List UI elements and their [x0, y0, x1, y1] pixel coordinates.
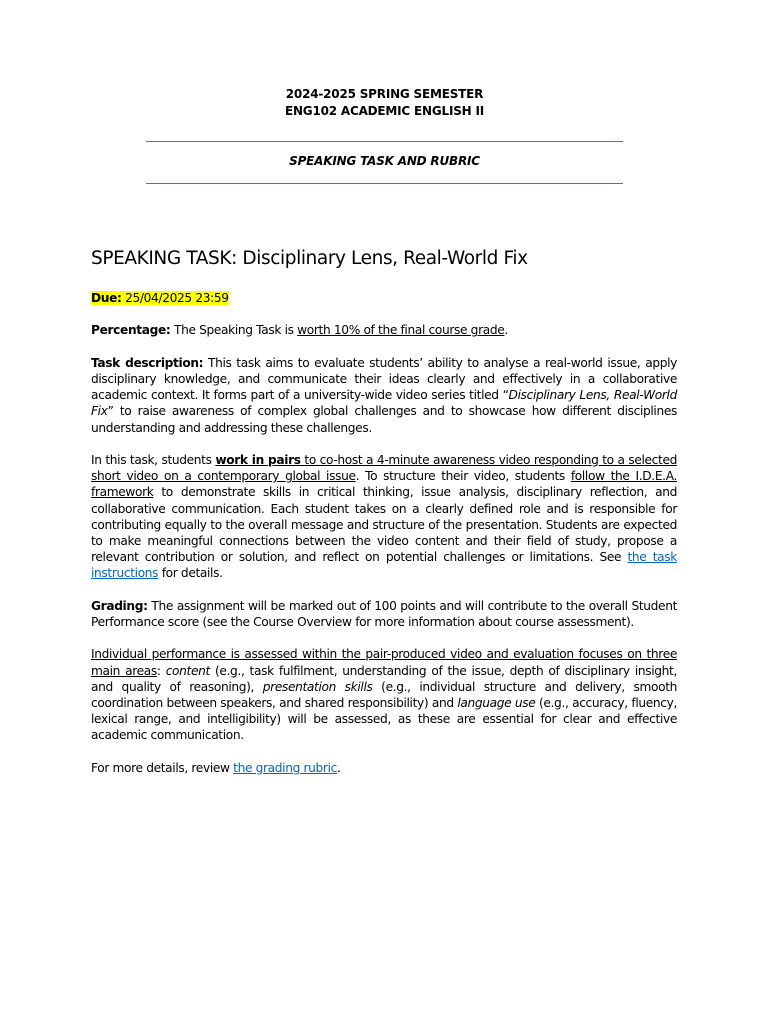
course-line: ENG102 ACADEMIC ENGLISH II	[284, 104, 485, 118]
header-subtitle: SPEAKING TASK AND RUBRIC	[289, 154, 480, 168]
instructions-text-4: for details.	[158, 566, 223, 581]
area-presentation-skills: presentation skills	[262, 679, 373, 694]
series-title: Disciplinary Lens, Real-World Fix	[91, 388, 677, 419]
area-content: content	[165, 663, 210, 678]
header-rule-bottom	[146, 183, 623, 184]
performance-text-3: (e.g., individual structure and delivery, smooth coordination between speakers, and shared responsibility) and	[91, 679, 677, 710]
document-header	[146, 86, 623, 120]
percentage-label: Percentage:	[91, 323, 171, 338]
instructions-text-1: In this task, students	[91, 452, 216, 467]
area-language-use: language use	[457, 696, 536, 710]
due-date	[91, 290, 677, 306]
task-description-text: This task aims to evaluate students’ ability to analyse a real-world issue, apply disciplinary knowledge, and communicate their ideas clearly and effectively in a collaborative academic context. It forms part of a university-wide video series titled “	[91, 355, 677, 403]
percentage-value: worth 10% of the final course grade	[297, 323, 505, 338]
task-instructions-link[interactable]: the task instructions	[91, 550, 677, 581]
due-highlight	[91, 291, 229, 305]
more-details-paragraph	[91, 760, 677, 776]
performance-text-1: :	[156, 663, 166, 678]
grading-label: Grading:	[91, 598, 148, 613]
due-value: 25/04/2025 23:59	[121, 291, 229, 305]
percentage-text: The Speaking Task is	[170, 323, 298, 338]
percentage-paragraph	[91, 322, 677, 338]
grading-rubric-link[interactable]: the grading rubric	[233, 760, 337, 775]
performance-text-4: (e.g., accuracy, fluency, lexical range, and intelligibility) will be assessed, as these are essential for clear and effective academic communication.	[91, 696, 677, 743]
work-in-pairs: work in pairs	[215, 452, 301, 467]
instructions-text-2: . To structure their video, students	[355, 469, 571, 484]
document-body	[91, 246, 677, 792]
instructions-text-3: to demonstrate skills in critical thinking, issue analysis, disciplinary reflection, and collaborative communication. Each student takes on a clearly defined role and is responsible for contributing equally to the overall message and structure of the presentation. Students are expected to make meaningful connections between the video content and their field of study, propose a relevant contribution or solution, and reflect on potential challenges or limitations. See	[91, 485, 677, 565]
task-description-end: ” to raise awareness of complex global challenges and to showcase how different disciplines understanding and addressing these challenges.	[91, 404, 677, 435]
percentage-end: .	[504, 323, 508, 338]
grading-paragraph	[91, 598, 677, 630]
instructions-paragraph	[91, 452, 677, 582]
task-description-paragraph	[91, 355, 677, 436]
semester-line: 2024-2025 SPRING SEMESTER	[285, 87, 484, 101]
header-rule-top	[146, 141, 623, 142]
task-description-label: Task description:	[91, 355, 204, 370]
more-details-end: .	[336, 760, 341, 775]
more-details-text: For more details, review	[91, 760, 234, 775]
performance-paragraph	[91, 646, 677, 743]
idea-framework: follow the I.D.E.A. framework	[91, 469, 677, 500]
page-title: SPEAKING TASK: Disciplinary Lens, Real-World Fix	[91, 248, 528, 269]
due-label: Due:	[91, 291, 122, 305]
performance-underlined: Individual performance is assessed within the pair-produced video and evaluation focuses on three main areas	[91, 647, 677, 678]
performance-text-2: (e.g., task fulfilment, understanding of the issue, depth of disciplinary insight, and quality of reasoning),	[91, 663, 677, 694]
instructions-underlined-1: to co-host a 4-minute awareness video responding to a selected short video on a contemporary global issue	[91, 452, 677, 484]
grading-text: The assignment will be marked out of 100 points and will contribute to the overall Student Performance score (see the Course Overview for more information about course assessment).	[91, 598, 677, 629]
